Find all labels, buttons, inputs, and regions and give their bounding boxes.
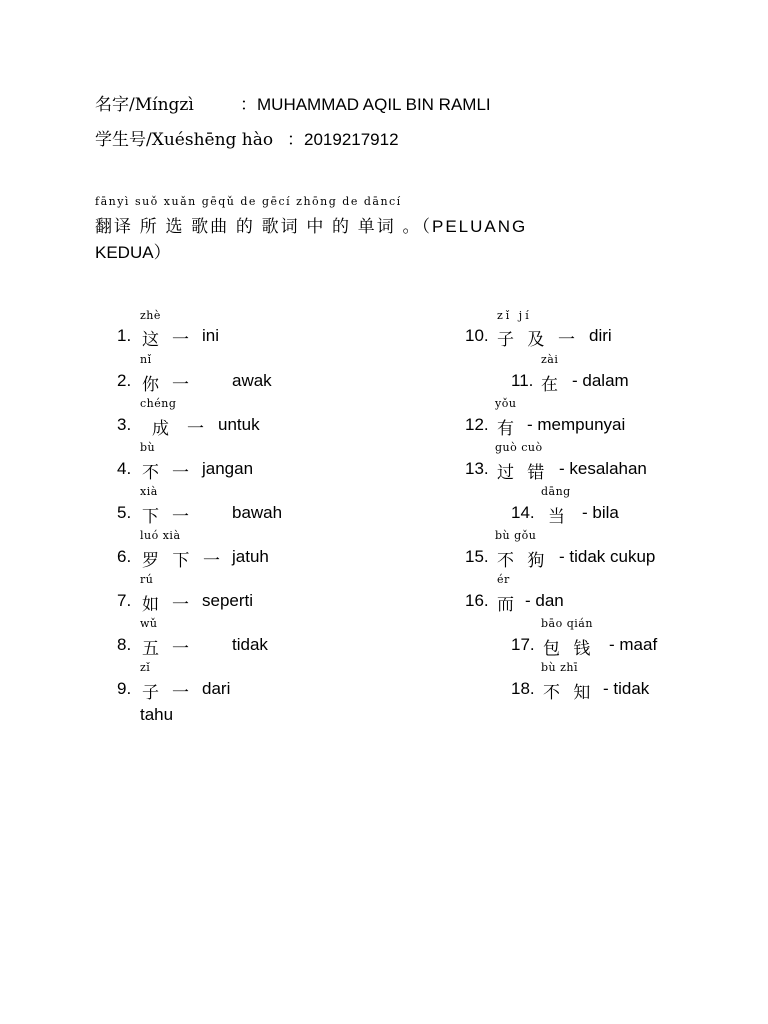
name-label: 名字/Míngzì xyxy=(95,95,194,115)
item-word: untuk xyxy=(218,415,260,434)
name-value: ：MUHAMMAD AQIL BIN RAMLI xyxy=(240,95,491,114)
item-number: 4. xyxy=(117,459,132,478)
item-word: - kesalahan xyxy=(559,459,647,478)
item-number: 3. xyxy=(117,415,132,434)
item-number: 14. xyxy=(511,503,535,522)
item-number: 15. xyxy=(465,547,489,566)
item-hanzi: 当 xyxy=(548,507,565,527)
item-dash: 一 xyxy=(203,551,220,571)
item-word: tidak xyxy=(232,635,268,654)
item-pinyin: wǔ xyxy=(140,617,158,630)
item-hanzi: 不 狗 xyxy=(497,551,549,571)
item-number: 18. xyxy=(511,679,535,698)
item-hanzi: 你 xyxy=(142,375,159,395)
item-word: seperti xyxy=(202,591,254,610)
item-dash: 一 xyxy=(172,463,189,483)
item-pinyin: xià xyxy=(140,485,158,498)
item-pinyin: zǐ xyxy=(140,661,151,674)
item-pinyin: bāo qián xyxy=(541,617,593,630)
item-dash: 一 xyxy=(172,330,189,350)
item-number: 13. xyxy=(465,459,489,478)
item-number: 17. xyxy=(511,635,535,654)
item-word: - dalam xyxy=(572,371,629,390)
item-word-continuation: tahu xyxy=(140,705,174,724)
item-number: 10. xyxy=(465,326,489,345)
item-pinyin: dāng xyxy=(541,485,571,498)
item-hanzi: 这 xyxy=(142,330,159,350)
item-dash: 一 xyxy=(172,683,189,703)
item-hanzi: 罗 下 xyxy=(142,551,194,571)
item-hanzi: 子 xyxy=(142,683,159,703)
item-word: ini xyxy=(202,326,220,345)
item-word: - bila xyxy=(582,503,619,522)
instruction-text-continued: KEDUA） xyxy=(95,243,171,262)
item-pinyin: nǐ xyxy=(140,353,152,366)
instruction-pinyin: fānyì suǒ xuǎn gēqǔ de gēcí zhōng de dāncí xyxy=(95,195,402,208)
item-number: 2. xyxy=(117,371,132,390)
item-hanzi: 不 xyxy=(142,463,159,483)
item-dash: 一 xyxy=(187,419,204,439)
item-pinyin: bù xyxy=(140,441,156,454)
item-number: 7. xyxy=(117,591,132,610)
item-pinyin: rú xyxy=(140,573,154,586)
item-hanzi: 包 钱 xyxy=(543,639,595,659)
student-id-value: ：2019217912 xyxy=(287,130,399,149)
item-pinyin: zhè xyxy=(140,309,161,322)
item-number: 6. xyxy=(117,547,132,566)
item-hanzi: 下 xyxy=(142,507,159,527)
item-pinyin: zài xyxy=(541,353,559,366)
item-pinyin: zǐ jí xyxy=(497,309,532,322)
item-dash: 一 xyxy=(172,507,189,527)
item-hanzi: 不 知 xyxy=(543,683,595,703)
item-word: diri xyxy=(589,326,612,345)
item-word: - dan xyxy=(525,591,564,610)
item-word: - mempunyai xyxy=(527,415,626,434)
item-number: 5. xyxy=(117,503,132,522)
item-pinyin: guò cuò xyxy=(495,441,543,454)
item-number: 8. xyxy=(117,635,132,654)
item-word: jangan xyxy=(202,459,254,478)
item-pinyin: bù zhī xyxy=(541,661,579,674)
item-word: - tidak cukup xyxy=(559,547,656,566)
item-word: - tidak xyxy=(603,679,650,698)
item-hanzi: 成 xyxy=(152,419,169,439)
item-pinyin: chéng xyxy=(140,397,177,410)
item-word: awak xyxy=(232,371,272,390)
item-hanzi: 如 xyxy=(142,595,159,615)
item-hanzi: 子 及 xyxy=(497,330,549,350)
item-number: 9. xyxy=(117,679,132,698)
item-hanzi: 五 xyxy=(142,639,159,659)
item-number: 16. xyxy=(465,591,489,610)
item-hanzi: 过 错 xyxy=(497,463,549,483)
student-id-label: 学生号/Xuéshēng hào xyxy=(95,130,274,150)
item-word: dari xyxy=(202,679,231,698)
item-word: jatuh xyxy=(232,547,269,566)
item-pinyin: bù gǒu xyxy=(495,529,537,542)
item-word: - maaf xyxy=(609,635,658,654)
item-hanzi: 在 xyxy=(541,375,558,395)
item-dash: 一 xyxy=(172,639,189,659)
item-hanzi: 有 xyxy=(497,419,514,439)
instruction-text: 翻译 所 选 歌曲 的 歌词 中 的 单词 。（PELUANG xyxy=(95,217,528,236)
item-dash: 一 xyxy=(172,375,189,395)
item-pinyin: luó xià xyxy=(140,529,181,542)
item-number: 1. xyxy=(117,326,132,345)
item-dash: 一 xyxy=(558,330,575,350)
item-dash: 一 xyxy=(172,595,189,615)
item-number: 12. xyxy=(465,415,489,434)
item-number: 11. xyxy=(511,371,534,390)
item-hanzi: 而 xyxy=(497,595,514,615)
item-word: bawah xyxy=(232,503,283,522)
item-pinyin: yǒu xyxy=(495,397,517,410)
item-pinyin: ér xyxy=(497,573,510,586)
